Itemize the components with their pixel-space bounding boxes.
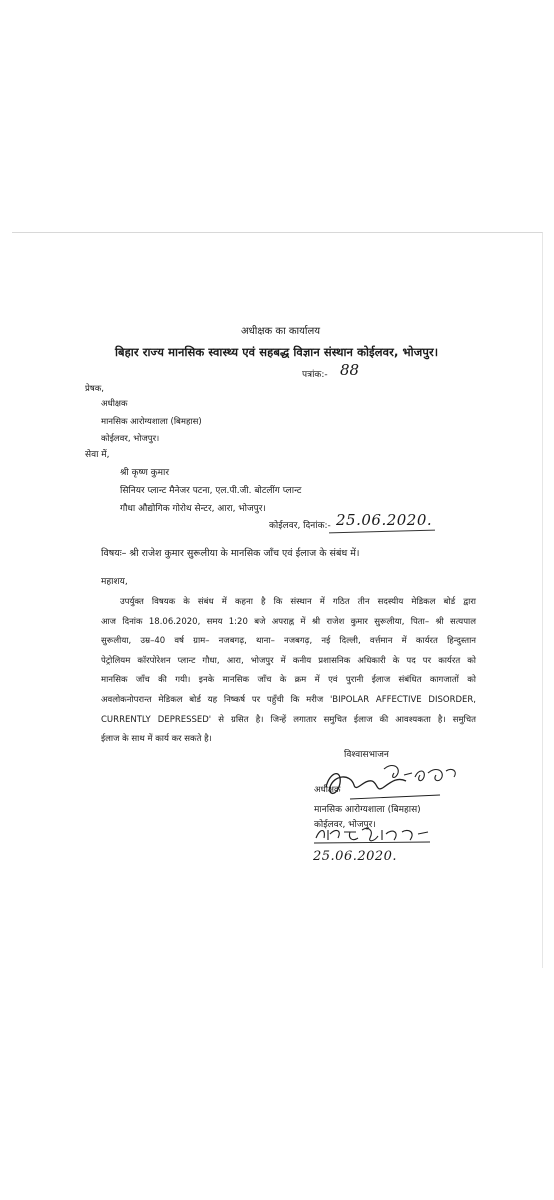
- recipient-line: सिनियर प्लान्ट मैनेजर पटना, एल.पी.जी. बोटलींग प्लान्ट: [120, 486, 302, 496]
- reference-label: पत्रांक:-: [302, 370, 328, 380]
- office-title: अधीक्षक का कार्यालय: [241, 326, 321, 337]
- letter-body: [101, 593, 476, 750]
- reference-number: 88: [340, 361, 360, 379]
- attestation-date: 25.06.2020.: [313, 849, 398, 864]
- body-line: ईलाज के साथ में कार्य कर सकते है।: [101, 734, 212, 745]
- recipient-line: गौधा औद्योगिक गोरोथ सेन्टर, आरा, भोजपुर।: [120, 504, 266, 514]
- body-line: मानसिक जाँच की गयी। इनके मानसिक जाँच के क्रम में एवं पुरानी ईलाज संबंधित कागजातों को: [101, 675, 476, 686]
- body-line: पेट्रोलियम कॉरपोरेशन प्लान्ट गौधा, आरा, भोजपुर में कनीय प्रशासनिक अधिकारी के पद पर कार्यरत को: [101, 655, 476, 666]
- closing-phrase: विश्वासभाजन: [344, 750, 389, 760]
- recipient-line: श्री कृष्ण कुमार: [120, 468, 170, 478]
- body-line: सुरूलीया, उम्र–40 वर्ष ग्राम– नजबगढ़, थाना– नजबगढ़, नई दिल्ली, वर्त्तमान में कार्यरत हिन्दुस्तान: [101, 636, 476, 647]
- sender-line: कोईलवर, भोजपुर।: [101, 434, 160, 444]
- attestation-signature: [312, 824, 432, 846]
- body-line: उपर्युक्त विषयक के संबंध में कहना है कि संस्थान में गठित तीन सदस्यीय मेडिकल बोर्ड द्वारा: [120, 597, 476, 607]
- recipient-label: सेवा में,: [85, 450, 110, 460]
- office-name-heading: बिहार राज्य मानसिक स्वास्थ्य एवं सहबद्ध विज्ञान संस्थान कोईलवर, भोजपुर।: [115, 345, 439, 359]
- place-date-label: कोईलवर, दिनांक:-: [269, 521, 331, 531]
- sender-label: प्रेषक,: [85, 384, 104, 394]
- sender-line: मानसिक आरोग्यशाला (बिमहास): [101, 417, 202, 427]
- signatory-place: कोईलवर, भोजपुर।: [314, 820, 376, 830]
- signatory-institution: मानसिक आरोग्यशाला (बिमहास): [314, 805, 421, 815]
- handwritten-date: 25.06.2020.: [336, 511, 433, 529]
- body-line: CURRENTLY DEPRESSED' से ग्रसित है। जिन्हें लगातार समुचित ईलाज की आवश्यकता है। समुचित: [101, 714, 476, 725]
- body-line: अवलोकनोपरान्त मेडिकल बोर्ड यह निष्कर्ष पर पहुँची कि मरीज 'BIPOLAR AFFECTIVE DISORDER,: [101, 694, 476, 705]
- subject-line: विषयः– श्री राजेश कुमार सुरूलीया के मानसिक जाँच एवं ईलाज के संबंध में।: [101, 548, 360, 559]
- superintendent-signature: [320, 757, 460, 807]
- salutation: महाशय,: [101, 577, 128, 587]
- sender-line: अधीक्षक: [101, 399, 128, 409]
- signatory-designation: अधीक्षक: [314, 785, 341, 795]
- body-line: आज दिनांक 18.06.2020, समय 1:20 बजे अपराह्न में श्री राजेश कुमार सुरूलीया, पिता– श्री सत्यपाल: [101, 616, 476, 627]
